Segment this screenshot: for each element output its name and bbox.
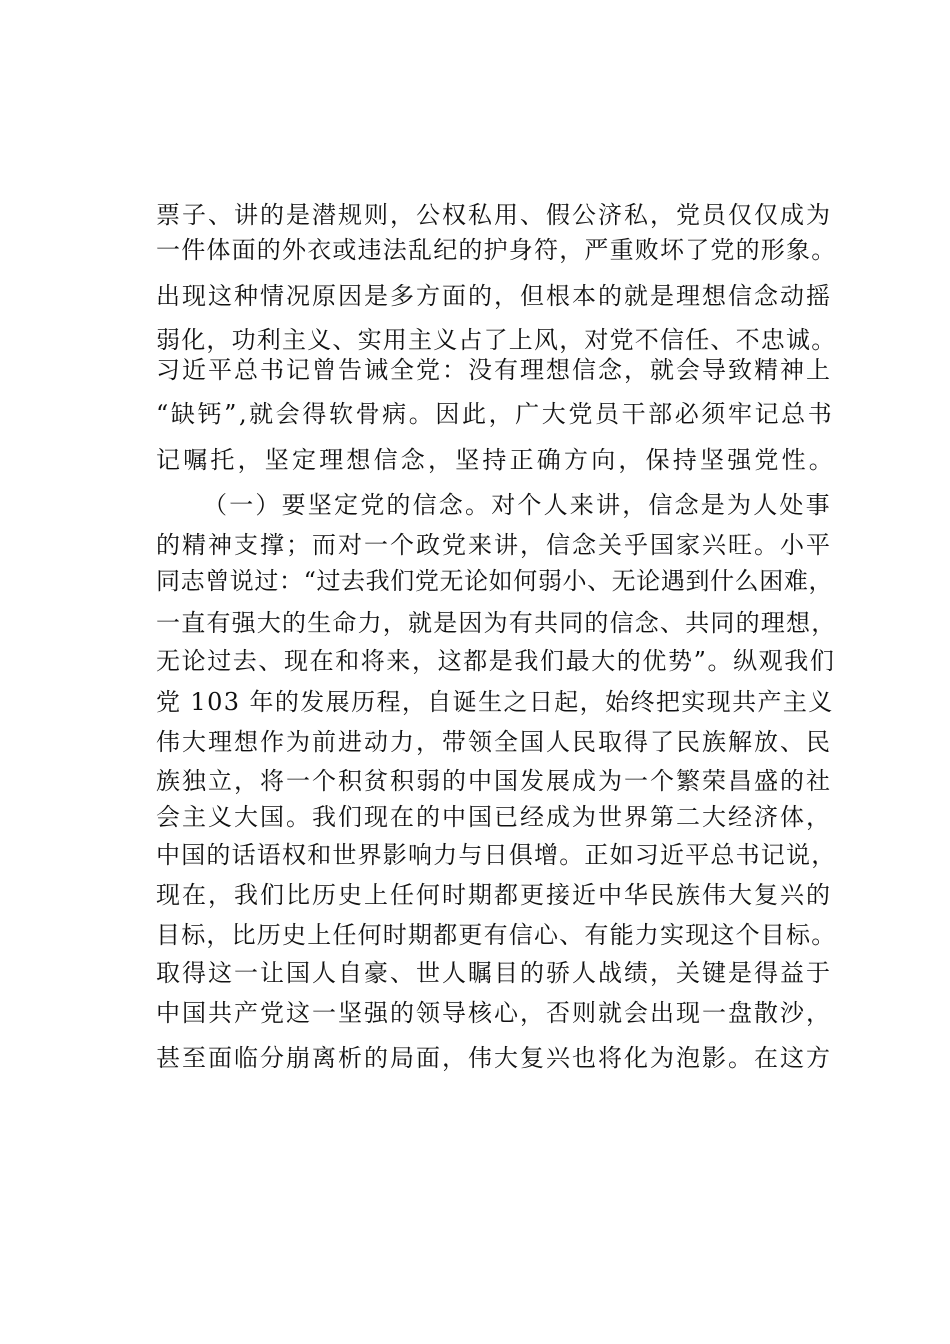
paragraph-heading: （一）要坚定党的信念。对个人来讲，信念是为人处事 [203, 491, 832, 519]
text-line-7: 记嘱托，坚定理想信念，坚持正确方向，保持坚强党性。 [156, 446, 836, 474]
text-line-16: 会主义大国。我们现在的中国已经成为世界第二大经济体， [156, 803, 832, 831]
text-line-21: 中国共产党这一坚强的领导核心，否则就会出现一盘散沙， [156, 999, 832, 1027]
text-line-9: 的精神支撑；而对一个政党来讲，信念关乎国家兴旺。小平 [156, 531, 832, 559]
text-line-4: 弱化，功利主义、实用主义占了上风，对党不信任、不忠诚。 [156, 326, 837, 354]
text-line-2: 一件体面的外衣或违法乱纪的护身符，严重败坏了党的形象。 [156, 236, 837, 264]
text-line-19: 目标，比历史上任何时期都更有信心、有能力实现这个目标。 [156, 921, 837, 949]
text-line-1: 票子、讲的是潜规则，公权私用、假公济私，党员仅仅成为 [156, 201, 832, 229]
text-line-14: 伟大理想作为前进动力，带领全国人民取得了民族解放、民 [156, 728, 832, 756]
text-line-17: 中国的话语权和世界影响力与日俱增。正如习近平总书记说， [156, 841, 837, 869]
text-line-5: 习近平总书记曾告诫全党：没有理想信念，就会导致精神上 [156, 356, 832, 384]
text-line-18: 现在，我们比历史上任何时期都更接近中华民族伟大复兴的 [156, 881, 832, 909]
text-line-10: 同志曾说过：“过去我们党无论如何弱小、无论遇到什么困难， [156, 567, 834, 595]
text-line-20: 取得这一让国人自豪、世人瞩目的骄人战绩，关键是得益于 [156, 959, 832, 987]
text-line-11: 一直有强大的生命力，就是因为有共同的信念、共同的理想， [156, 609, 837, 637]
text-line-3: 出现这种情况原因是多方面的，但根本的就是理想信念动摇 [156, 282, 832, 310]
text-line-6: “缺钙”,就会得软骨病。因此，广大党员干部必须牢记总书 [156, 400, 835, 428]
text-line-15: 族独立，将一个积贫积弱的中国发展成为一个繁荣昌盛的社 [156, 767, 832, 795]
text-line-22: 甚至面临分崩离析的局面，伟大复兴也将化为泡影。在这方 [156, 1044, 832, 1072]
text-line-13: 党 103 年的发展历程，自诞生之日起，始终把实现共产主义 [156, 688, 834, 716]
text-line-12: 无论过去、现在和将来，这都是我们最大的优势”。纵观我们 [156, 647, 836, 675]
